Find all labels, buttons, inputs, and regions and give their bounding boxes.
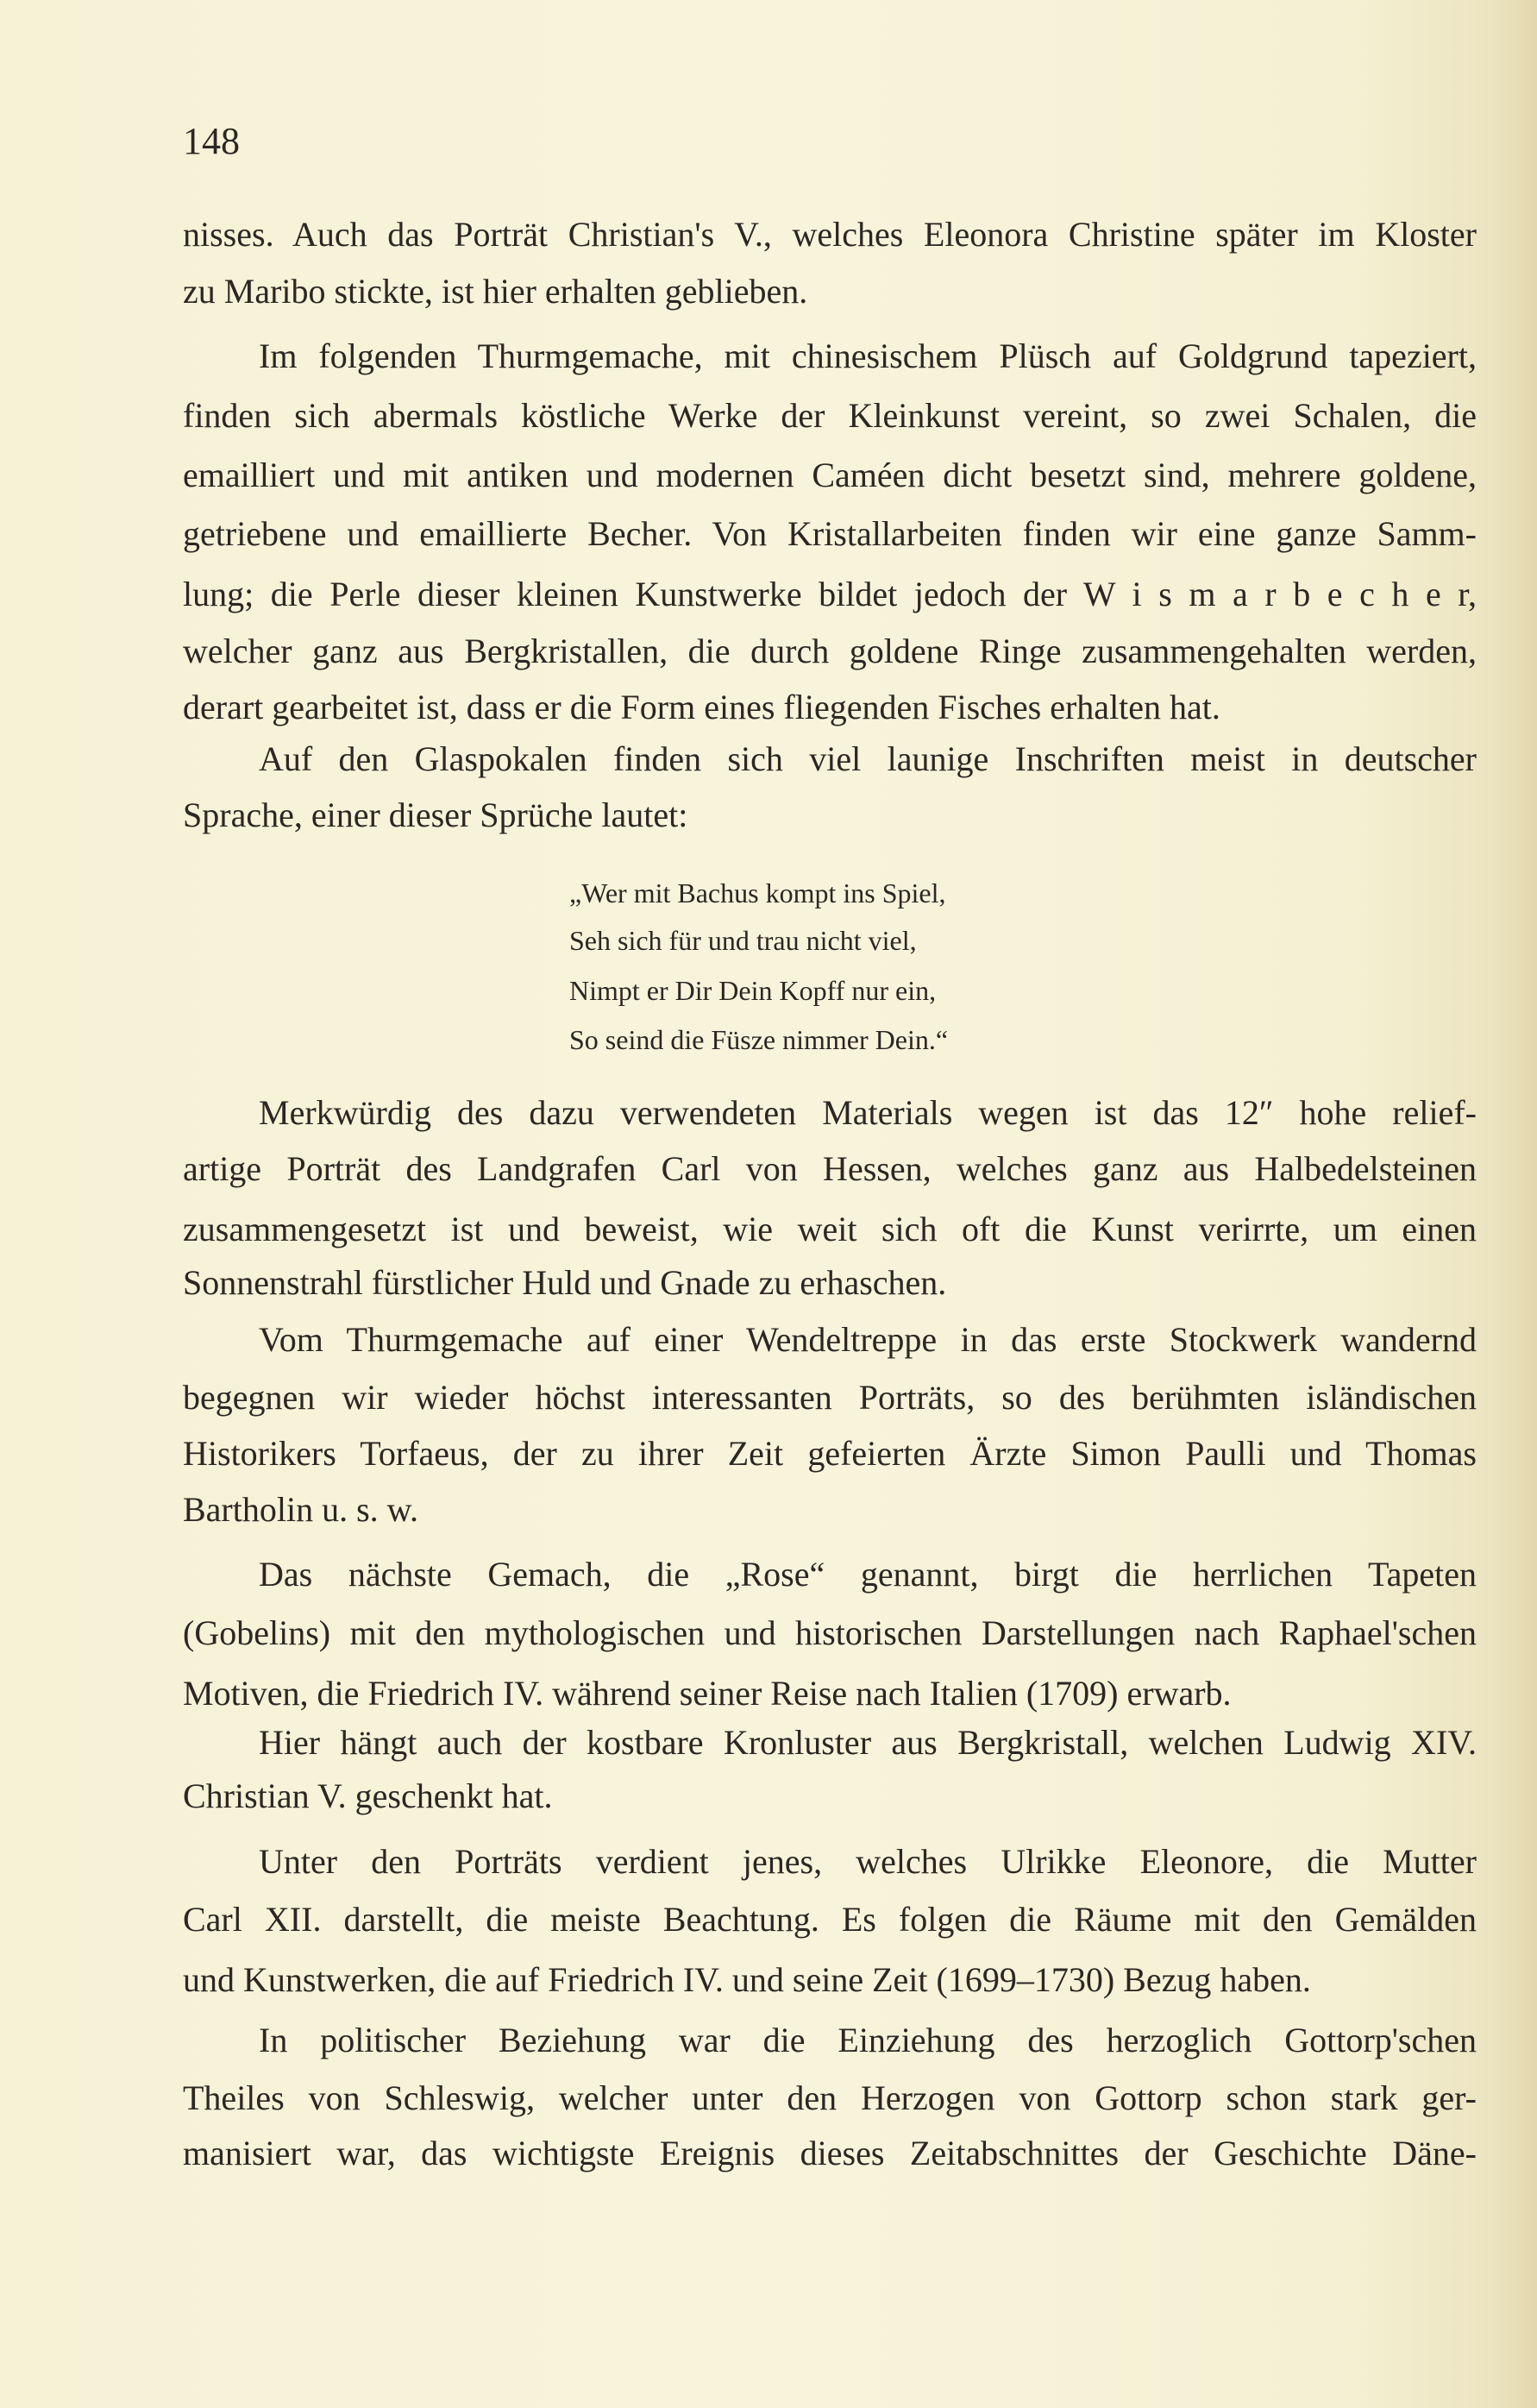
text-line: artige Porträt des Landgrafen Carl von Hessen, welches ganz aus Halbedelsteinen xyxy=(183,1149,1477,1188)
text-line: Sonnenstrahl fürstlicher Huld und Gnade zu erhaschen. xyxy=(183,1263,947,1302)
text-line: Im folgenden Thurmgemache, mit chinesischem Plüsch auf Goldgrund tapeziert, xyxy=(259,336,1477,375)
text-line: Theiles von Schleswig, welcher unter den Herzogen von Gottorp schon stark ger- xyxy=(183,2078,1477,2117)
text-line: derart gearbeitet ist, dass er die Form eines fliegenden Fisches erhalten hat. xyxy=(183,688,1220,726)
verse-line: Nimpt er Dir Dein Kopff nur ein, xyxy=(569,975,937,1006)
text-line: Hier hängt auch der kostbare Kronluster aus Bergkristall, welchen Ludwig XIV. xyxy=(259,1723,1477,1762)
text-line: nisses. Auch das Porträt Christian's V., welches Eleonora Christine später im Kloster xyxy=(183,215,1477,254)
text-line: Unter den Porträts verdient jenes, welches Ulrikke Eleonore, die Mutter xyxy=(259,1842,1477,1881)
text-line: Christian V. geschenkt hat. xyxy=(183,1776,553,1815)
page-number: 148 xyxy=(183,120,240,162)
text-line: Sprache, einer dieser Sprüche lautet: xyxy=(183,795,688,834)
text-line: begegnen wir wieder höchst interessanten Porträts, so des berühmten isländischen xyxy=(183,1378,1477,1417)
verse-line: „Wer mit Bachus kompt ins Spiel, xyxy=(569,877,946,909)
text-line: getriebene und emaillierte Becher. Von Kristallarbeiten finden wir eine ganze Samm- xyxy=(183,514,1477,553)
text-line: Bartholin u. s. w. xyxy=(183,1490,418,1529)
text-line: manisiert war, das wichtigste Ereignis dieses Zeitabschnittes der Geschichte Däne- xyxy=(183,2134,1477,2172)
text-line: Merkwürdig des dazu verwendeten Materials wegen ist das 12″ hohe relief- xyxy=(259,1093,1477,1132)
text-line: und Kunstwerken, die auf Friedrich IV. und seine Zeit (1699–1730) Bezug haben. xyxy=(183,1960,1311,1999)
text-line: zusammengesetzt ist und beweist, wie weit sich oft die Kunst verirrte, um einen xyxy=(183,1210,1477,1248)
text-line: Historikers Torfaeus, der zu ihrer Zeit gefeierten Ärzte Simon Paulli und Thomas xyxy=(183,1434,1477,1473)
text-line: emailliert und mit antiken und modernen Caméen dicht besetzt sind, mehrere goldene, xyxy=(183,456,1477,494)
verse-line: So seind die Füsze nimmer Dein.“ xyxy=(569,1024,949,1055)
verse-line: Seh sich für und trau nicht viel, xyxy=(569,925,917,956)
text-line: zu Maribo stickte, ist hier erhalten geblieben. xyxy=(183,272,808,311)
text-line: Auf den Glaspokalen finden sich viel launige Inschriften meist in deutscher xyxy=(259,739,1477,778)
text-line: lung; die Perle dieser kleinen Kunstwerke bildet jedoch der W i s m a r b e c h e r, xyxy=(183,575,1477,613)
text-line: Vom Thurmgemache auf einer Wendeltreppe in das erste Stockwerk wandernd xyxy=(259,1320,1477,1359)
text-line: Carl XII. darstellt, die meiste Beachtung. Es folgen die Räume mit den Gemälden xyxy=(183,1900,1477,1939)
text-line: Das nächste Gemach, die „Rose“ genannt, birgt die herrlichen Tapeten xyxy=(259,1555,1477,1594)
text-line: (Gobelins) mit den mythologischen und historischen Darstellungen nach Raphael'schen xyxy=(183,1613,1477,1652)
text-line: In politischer Beziehung war die Einziehung des herzoglich Gottorp'schen xyxy=(259,2021,1477,2059)
text-line: Motiven, die Friedrich IV. während seiner Reise nach Italien (1709) erwarb. xyxy=(183,1674,1232,1713)
text-line: welcher ganz aus Bergkristallen, die durch goldene Ringe zusammengehalten werden, xyxy=(183,632,1477,670)
text-line: finden sich abermals köstliche Werke der Kleinkunst vereint, so zwei Schalen, die xyxy=(183,396,1477,435)
